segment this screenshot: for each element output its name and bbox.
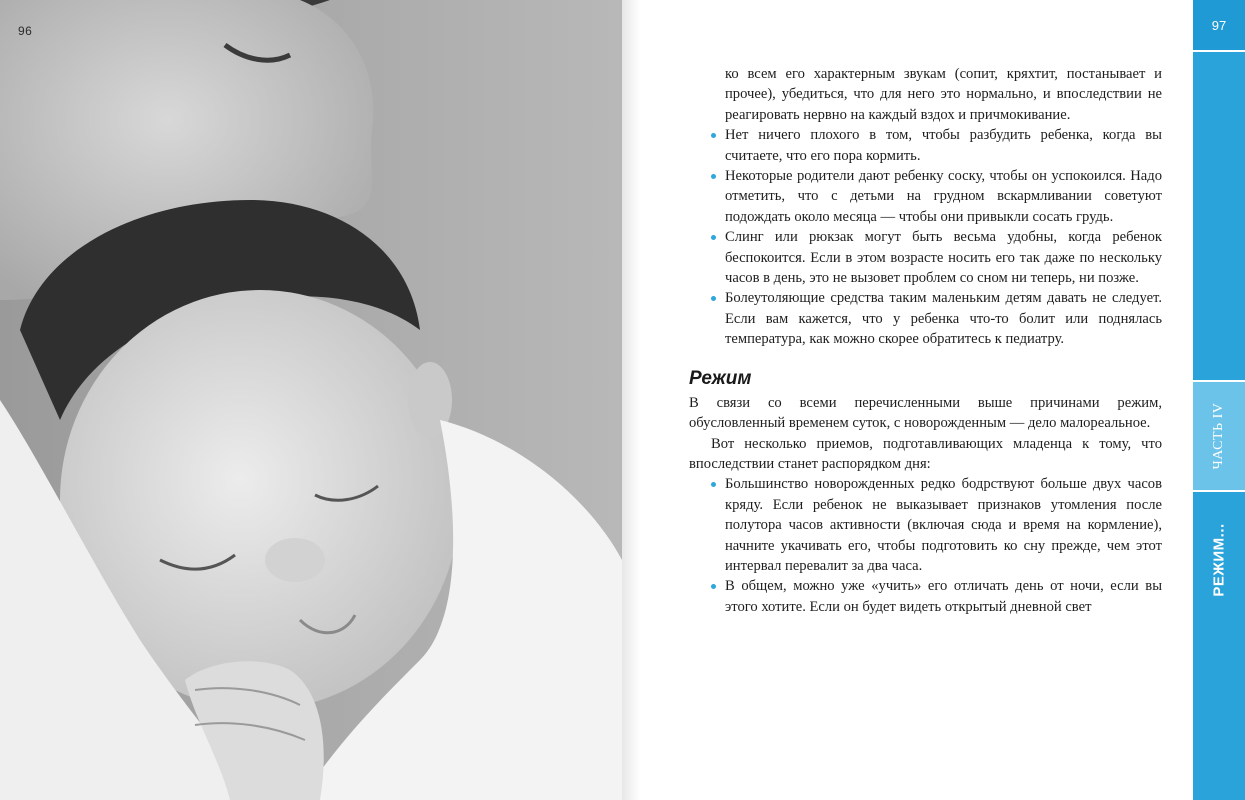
bullet-list-2 [689, 474, 1162, 617]
page-number-left: 96 [18, 24, 33, 38]
section-paragraph: В связи со всеми перечисленными выше причинами режим, обусловленный временем суток, с новорожденным — дело малореальное. [689, 394, 1162, 432]
list-item: Слинг или рюкзак могут быть весьма удобны, когда ребенок беспокоится. Если в этом возрасте носить его так даже по нескольку часов в день, это не вызовет проблем со сном ни теперь, ни позже. [689, 227, 1162, 288]
part-tab [1193, 380, 1245, 492]
list-item: Болеутоляющие средства таким маленьким детям давать не следует. Если вам кажется, что у ребенка что-то болит или поднялась температура, как можно скорее обратитесь к педиатру. [689, 288, 1162, 349]
list-item: Нет ничего плохого в том, чтобы разбудить ребенка, когда вы считаете, что его пора кормить. [689, 125, 1162, 166]
section-title: Режим [689, 367, 752, 389]
section-paragraph: Вот несколько приемов, подготавливающих младенца к тому, что впоследствии станет распорядком дня: [689, 435, 1162, 472]
list-item: В общем, можно уже «учить» его отличать день от ночи, если вы этого хотите. Если он будет видеть открытый дневной свет [689, 576, 1162, 617]
continuation-paragraph: ко всем его характерным звукам (сопит, кряхтит, постанывает и прочее), убедиться, что для него это нормально, и впоследствии не реагировать нервно на каждый вздох и причмокивание. [725, 66, 1162, 123]
page-text-column [689, 64, 1162, 617]
part-tab-label: ЧАСТЬ IV [1211, 402, 1226, 470]
chapter-tab [1193, 490, 1245, 630]
list-item: Большинство новорожденных редко бодрствуют больше двух часов кряду. Если ребенок не выказывает признаков утомления после полутора часов активности (включая сюда и время на кормление), начните укачивать его, чтобы подготовить ко сну прежде, чем этот интервал перевалит за два часа. [689, 474, 1162, 576]
bullet-list-1 [689, 125, 1162, 349]
book-gutter [622, 0, 640, 800]
mother-baby-photo [0, 0, 622, 800]
photo-illustration [0, 0, 622, 800]
list-item: Некоторые родители дают ребенку соску, чтобы он успокоился. Надо отметить, что с детьми на грудном вскармливании советуют подождать около месяца — чтобы они привыкли сосать грудь. [689, 166, 1162, 227]
page-number-right: 97 [1193, 0, 1245, 52]
chapter-tab-label: РЕЖИМ... [1210, 523, 1228, 597]
